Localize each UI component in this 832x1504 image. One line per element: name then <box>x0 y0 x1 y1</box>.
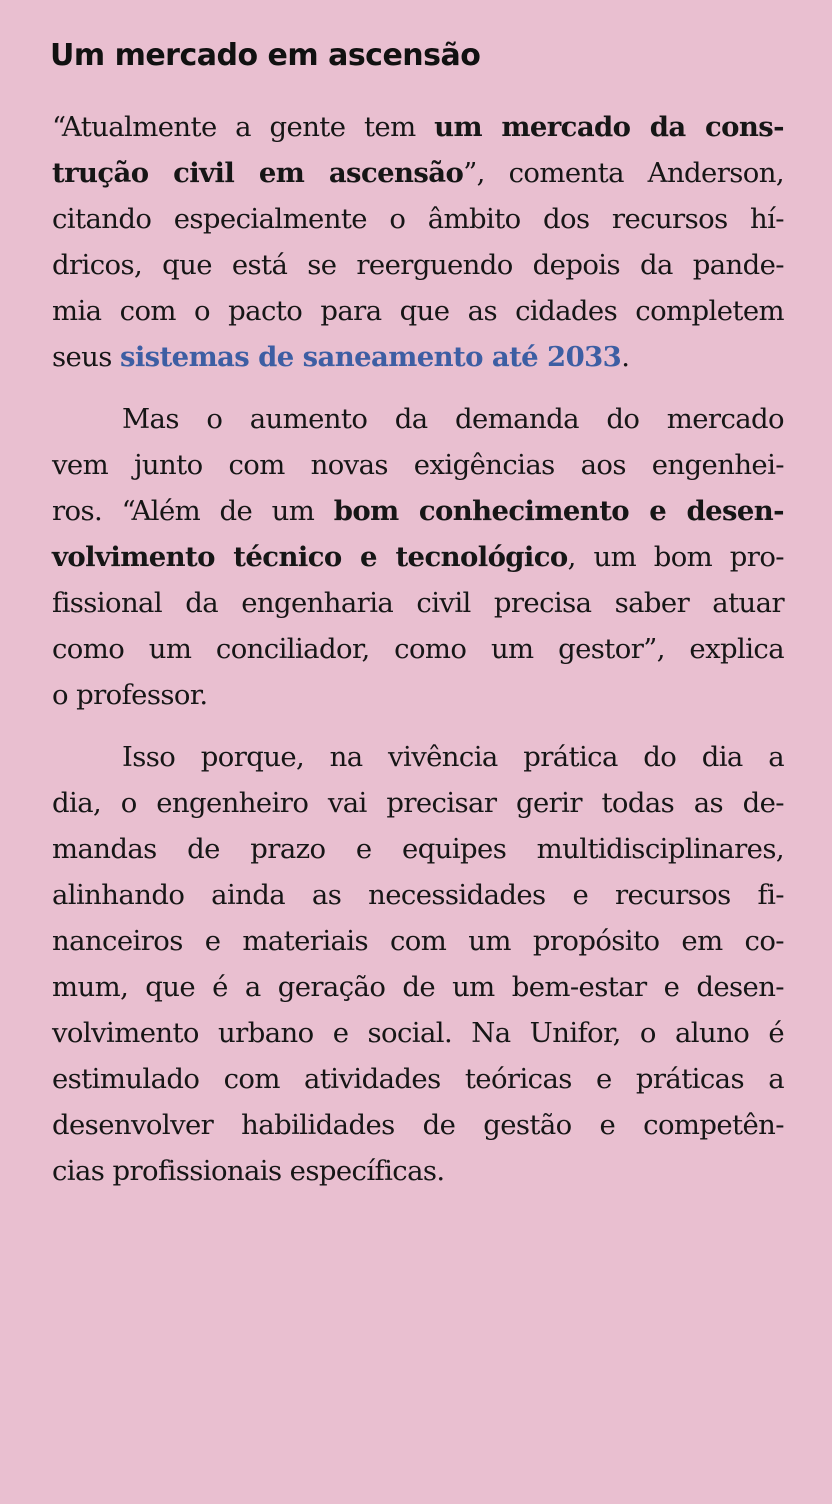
text-span: mandas de prazo e equipes multidisciplinares, <box>52 833 784 865</box>
text-line <box>52 396 784 442</box>
paragraph <box>52 734 784 1194</box>
text-line <box>52 288 784 334</box>
text-span: nanceiros e materiais com um propósito em co- <box>52 925 784 957</box>
text-span: mum, que é a geração de um bem-estar e desen- <box>52 971 784 1003</box>
text-span: dricos, que está se reerguendo depois da pande- <box>52 249 784 281</box>
text-span: ros. “Além de um <box>52 495 334 527</box>
bold-text: um mercado da cons- <box>434 111 784 143</box>
text-line <box>52 734 784 780</box>
text-line <box>52 580 784 626</box>
text-span: cias profissionais específicas. <box>52 1155 445 1187</box>
text-line <box>52 442 784 488</box>
paragraph <box>52 396 784 718</box>
text-span: volvimento urbano e social. Na Unifor, o aluno é <box>52 1017 784 1049</box>
paragraph <box>52 104 784 380</box>
text-line <box>52 626 784 672</box>
text-span: dia, o engenheiro vai precisar gerir todas as de- <box>52 787 784 819</box>
text-line <box>52 1148 784 1194</box>
text-span: , um bom pro- <box>567 541 784 573</box>
text-line <box>52 780 784 826</box>
highlighted-text: sistemas de saneamento até 2033 <box>119 341 622 373</box>
section-heading: Um mercado em ascensão <box>50 38 481 73</box>
text-line <box>52 242 784 288</box>
text-span: desenvolver habilidades de gestão e competên- <box>52 1109 784 1141</box>
bold-text: volvimento técnico e tecnológico <box>52 541 568 573</box>
text-span: . <box>621 341 630 373</box>
text-span: seus <box>52 341 120 373</box>
bold-text: trução civil em ascensão <box>52 157 464 189</box>
text-line <box>52 104 784 150</box>
text-span: o professor. <box>52 679 208 711</box>
article-body <box>52 104 784 1210</box>
text-span: alinhando ainda as necessidades e recursos fi- <box>52 879 784 911</box>
text-span: vem junto com novas exigências aos engenhei- <box>52 449 784 481</box>
text-span: Isso porque, na vivência prática do dia a <box>122 741 784 773</box>
text-span: como um conciliador, como um gestor”, explica <box>52 633 784 665</box>
text-line <box>52 964 784 1010</box>
text-span: citando especialmente o âmbito dos recursos hí- <box>52 203 784 235</box>
text-line <box>52 488 784 534</box>
text-span: estimulado com atividades teóricas e práticas a <box>52 1063 784 1095</box>
text-line <box>52 1010 784 1056</box>
text-span: fissional da engenharia civil precisa saber atuar <box>52 587 784 619</box>
text-line <box>52 150 784 196</box>
text-line <box>52 196 784 242</box>
text-span: mia com o pacto para que as cidades completem <box>52 295 784 327</box>
text-span: ”, comenta Anderson, <box>463 157 784 189</box>
text-line <box>52 826 784 872</box>
text-line <box>52 872 784 918</box>
text-span: Mas o aumento da demanda do mercado <box>122 403 784 435</box>
bold-text: bom conhecimento e desen- <box>333 495 784 527</box>
text-line <box>52 334 784 380</box>
text-line <box>52 534 784 580</box>
text-line <box>52 1056 784 1102</box>
text-span: “Atualmente a gente tem <box>52 111 435 143</box>
text-line <box>52 672 784 718</box>
text-line <box>52 1102 784 1148</box>
text-line <box>52 918 784 964</box>
